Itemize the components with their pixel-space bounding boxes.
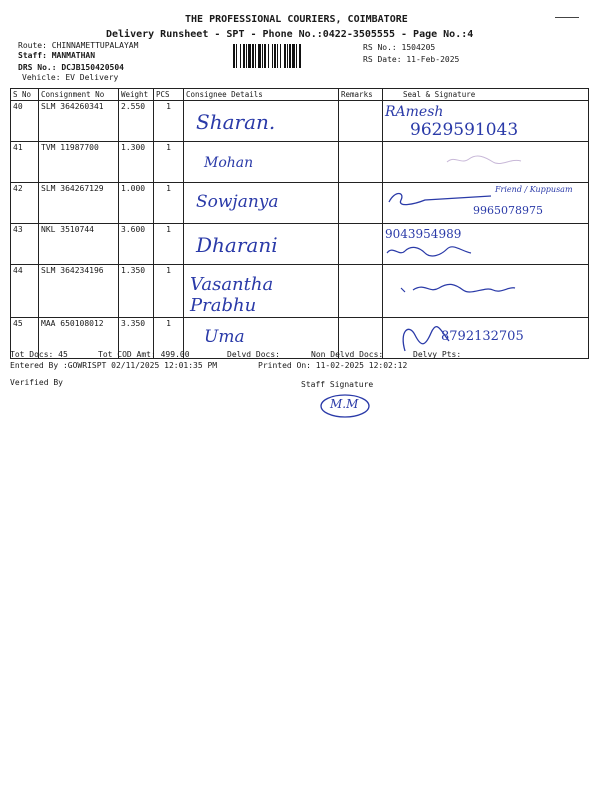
cell-pcs: 1 — [154, 142, 184, 183]
faint-signature-mark — [445, 153, 525, 167]
table-row — [11, 142, 589, 183]
cell-remarks — [339, 142, 383, 183]
cell-weight: 3.600 — [119, 224, 154, 265]
staff-signature-mark: M.M — [330, 397, 359, 411]
cell-seal — [383, 142, 589, 183]
signature-phone: 8792132705 — [441, 329, 524, 344]
cell-consignment: TVM 11987700 — [39, 142, 119, 183]
cell-consignee — [184, 142, 339, 183]
rs-date-text: RS Date: 11-Feb-2025 — [363, 55, 460, 64]
table-header-row — [11, 89, 589, 101]
cell-consignee — [184, 183, 339, 224]
cell-sno: 45 — [11, 318, 39, 359]
signature-phone: 9965078975 — [473, 204, 543, 217]
cell-sno: 41 — [11, 142, 39, 183]
cell-consignee — [184, 265, 339, 318]
consignee-handwriting: Mohan — [204, 155, 254, 171]
total-docs: Tot Docs: 45 — [10, 350, 68, 359]
consignee-handwriting: Vasantha Prabhu — [190, 274, 274, 316]
cell-pcs: 1 — [154, 318, 184, 359]
cell-seal — [383, 183, 589, 224]
signature-phone: 9043954989 — [385, 227, 462, 241]
barcode-image — [232, 44, 350, 68]
consignee-handwriting: Sharan. — [196, 110, 276, 134]
signature-name: Friend / Kuppusam — [495, 185, 573, 194]
cell-weight: 2.550 — [119, 101, 154, 142]
cell-seal — [383, 224, 589, 265]
table-row — [11, 101, 589, 142]
consignee-handwriting: Sowjanya — [196, 192, 279, 212]
header-consignment: Consignment No — [39, 89, 119, 101]
header-weight: Weight — [119, 89, 154, 101]
header-sno: S No — [11, 89, 39, 101]
verified-by-label: Verified By — [10, 378, 63, 387]
signature-scribble — [399, 280, 519, 296]
header-remarks: Remarks — [339, 89, 383, 101]
header-seal: Seal & Signature — [383, 89, 589, 101]
consignee-handwriting: Dharani — [196, 233, 278, 257]
cell-sno: 44 — [11, 265, 39, 318]
signature-name: RAmesh — [385, 104, 444, 120]
cell-remarks — [339, 101, 383, 142]
signature-phone: 9629591043 — [410, 120, 519, 140]
printed-on: Printed On: 11-02-2025 12:02:12 — [258, 361, 408, 370]
runsheet-table — [10, 88, 589, 359]
cell-seal — [383, 265, 589, 318]
cell-consignment: SLM 364260341 — [39, 101, 119, 142]
company-title: THE PROFESSIONAL COURIERS, COIMBATORE — [185, 14, 408, 25]
total-cod: Tot COD Amt: 499.00 — [98, 350, 190, 359]
staff-signature-label: Staff Signature — [301, 380, 374, 389]
signature-scribble — [385, 243, 475, 259]
cell-sno: 40 — [11, 101, 39, 142]
staff-text: Staff: MANMATHAN — [18, 51, 96, 60]
cell-pcs: 1 — [154, 183, 184, 224]
cell-consignment: SLM 364267129 — [39, 183, 119, 224]
table-row — [11, 265, 589, 318]
cell-consignment: SLM 364234196 — [39, 265, 119, 318]
entered-by: Entered By :GOWRISPT 02/11/2025 12:01:35 PM — [10, 361, 218, 370]
cell-remarks — [339, 224, 383, 265]
route-text: Route: CHINNAMETTUPALAYAM — [18, 41, 139, 50]
cell-consignee — [184, 224, 339, 265]
non-delivered-docs: Non Delvd Docs: — [311, 350, 384, 359]
cell-remarks — [339, 183, 383, 224]
cell-pcs: 1 — [154, 101, 184, 142]
runsheet-title: Delivery Runsheet - SPT - Phone No.:0422-3505555 - Page No.:4 — [106, 29, 474, 40]
cell-consignee — [184, 101, 339, 142]
cell-sno: 42 — [11, 183, 39, 224]
header-pcs: PCS — [154, 89, 184, 101]
header-consignee: Consignee Details — [184, 89, 339, 101]
cell-weight: 1.000 — [119, 183, 154, 224]
cell-sno: 43 — [11, 224, 39, 265]
cell-consignment: NKL 3510744 — [39, 224, 119, 265]
rs-no-text: RS No.: 1504205 — [363, 43, 436, 52]
table-row — [11, 224, 589, 265]
table-row — [11, 183, 589, 224]
vehicle-text: Vehicle: EV Delivery — [22, 73, 119, 82]
drs-text: DRS No.: DCJB150420504 — [18, 63, 124, 72]
consignee-handwriting: Uma — [204, 327, 245, 347]
delivered-docs: Delvd Docs: — [227, 350, 280, 359]
cell-seal — [383, 101, 589, 142]
cell-pcs: 1 — [154, 265, 184, 318]
delivery-points: Delvy Pts: — [413, 350, 462, 359]
cell-remarks — [339, 265, 383, 318]
cell-weight: 3.350 — [119, 318, 154, 359]
cell-consignment: MAA 650108012 — [39, 318, 119, 359]
cell-weight: 1.300 — [119, 142, 154, 183]
header-rule-mark — [555, 17, 579, 18]
cell-weight: 1.350 — [119, 265, 154, 318]
cell-pcs: 1 — [154, 224, 184, 265]
